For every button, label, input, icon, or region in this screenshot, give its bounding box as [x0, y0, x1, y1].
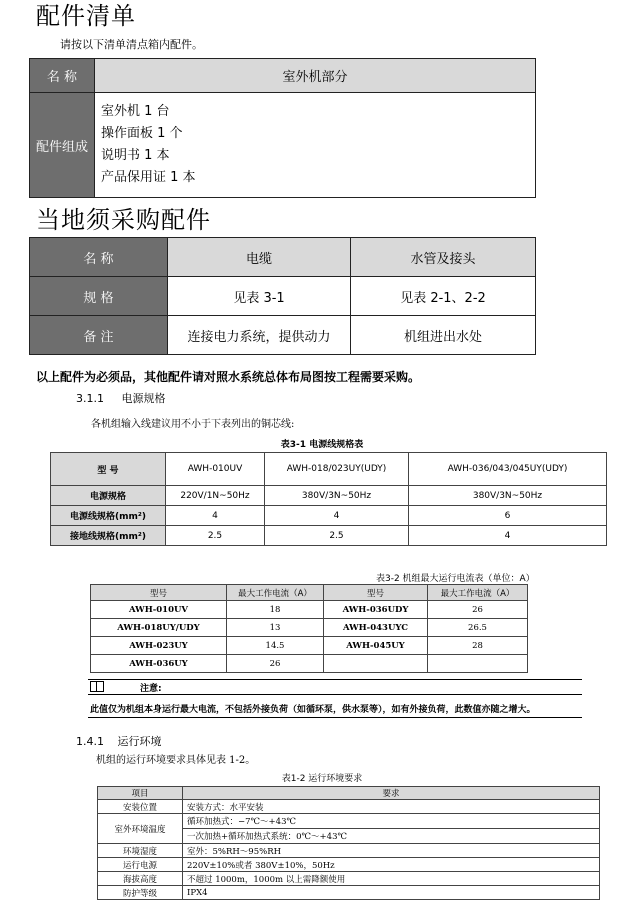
subsection-title: 运行环境 — [117, 735, 162, 748]
cell: 2.5 — [265, 526, 409, 546]
row-value: 安装方式：水平安装 — [183, 800, 600, 814]
row-label: 防护等级 — [98, 886, 183, 900]
row-label: 接地线规格(mm²) — [51, 526, 166, 546]
accessory-table — [29, 58, 536, 198]
cell: 4 — [166, 506, 265, 526]
row-label: 海拔高度 — [98, 872, 183, 886]
notice-top-rule — [88, 679, 582, 680]
model-cell — [324, 655, 428, 673]
row-label: 名 称 — [30, 238, 168, 277]
subsection-heading-environment — [76, 733, 162, 749]
model-cell: AWH-010UV — [91, 601, 227, 619]
row-label: 环境湿度 — [98, 844, 183, 858]
row-label: 规 格 — [30, 277, 168, 316]
cell: 4 — [409, 526, 607, 546]
model-cell: AWH-036UY — [91, 655, 227, 673]
cell: 6 — [409, 506, 607, 526]
environment-desc: 机组的运行环境要求具体见表 1-2。 — [96, 755, 256, 766]
subsection-number: 3.1.1 — [76, 392, 104, 405]
section-title-accessory-list: 配件清单 — [36, 2, 136, 30]
accessory-item: 产品保用证 1 本 — [101, 170, 196, 185]
power-desc: 各机组输入线建议用不小于下表列出的铜芯线: — [91, 419, 295, 430]
header-cell: AWH-036/043/045UY(UDY) — [409, 453, 607, 486]
row-value: 室外：5%RH～95%RH — [183, 844, 600, 858]
model-cell: AWH-018UY/UDY — [91, 619, 227, 637]
cell-remark-cable: 连接电力系统，提供动力 — [168, 316, 351, 355]
model-cell: AWH-036UDY — [324, 601, 428, 619]
header-cell: 型号 — [324, 585, 428, 601]
current-cell: 14.5 — [227, 637, 324, 655]
header-cell: 型号 — [91, 585, 227, 601]
notice-text: 此值仅为机组本身运行最大电流，不包括外接负荷（如循环泵，供水泵等），如有外接负荷，此数值亦随之增大。 — [90, 705, 536, 715]
row-label: 运行电源 — [98, 858, 183, 872]
cell: 380V/3N~50Hz — [265, 486, 409, 506]
subsection-number: 1.4.1 — [76, 735, 104, 748]
header-cell: 最大工作电流（A） — [227, 585, 324, 601]
cell: 2.5 — [166, 526, 265, 546]
max-current-table — [90, 584, 528, 673]
header-cell: 项目 — [98, 787, 183, 800]
col-header-name: 名 称 — [30, 59, 95, 93]
header-cell: 型 号 — [51, 453, 166, 486]
accessory-item: 操作面板 1 个 — [101, 126, 183, 141]
section-title-local-purchase: 当地须采购配件 — [36, 206, 211, 234]
row-value: 不超过 1000m，1000m 以上需降额使用 — [183, 872, 600, 886]
table-caption-3-1: 表3-1 电源线规格表 — [280, 440, 364, 450]
accessory-intro: 请按以下清单清点箱内配件。 — [60, 38, 203, 51]
model-cell: AWH-045UY — [324, 637, 428, 655]
cell: 220V/1N~50Hz — [166, 486, 265, 506]
cell-spec-pipe: 见表 2-1、2-2 — [351, 277, 536, 316]
header-cell: 最大工作电流（A） — [428, 585, 528, 601]
current-cell: 13 — [227, 619, 324, 637]
notice-label: 注意: — [140, 684, 162, 694]
cell-cable: 电缆 — [168, 238, 351, 277]
model-cell: AWH-023UY — [91, 637, 227, 655]
book-icon — [90, 681, 104, 692]
accessory-items — [95, 93, 536, 198]
row-label-composition: 配件组成 — [30, 93, 95, 198]
row-value: 220V±10%或者 380V±10%，50Hz — [183, 858, 600, 872]
cell: 380V/3N~50Hz — [409, 486, 607, 506]
purchase-note: 以上配件为必须品，其他配件请对照水系统总体布局图按工程需要采购。 — [36, 370, 421, 384]
current-cell: 26 — [428, 601, 528, 619]
row-label: 安装位置 — [98, 800, 183, 814]
header-cell: AWH-018/023UY(UDY) — [265, 453, 409, 486]
table-caption-3-2: 表3-2 机组最大运行电流表（单位：A） — [376, 574, 535, 584]
current-cell: 28 — [428, 637, 528, 655]
cell-remark-pipe: 机组进出水处 — [351, 316, 536, 355]
cell-water-pipe: 水管及接头 — [351, 238, 536, 277]
col-header-outdoor-part: 室外机部分 — [95, 59, 536, 93]
row-label: 电源规格 — [51, 486, 166, 506]
cell: 4 — [265, 506, 409, 526]
header-cell: 要求 — [183, 787, 600, 800]
subsection-title: 电源规格 — [121, 392, 166, 405]
row-value: 循环加热式：−7℃～+43℃ — [183, 814, 600, 829]
power-spec-table — [50, 452, 607, 546]
current-cell: 18 — [227, 601, 324, 619]
cell-spec-cable: 见表 3-1 — [168, 277, 351, 316]
row-label: 室外环境温度 — [98, 814, 183, 844]
row-value: IPX4 — [183, 886, 600, 900]
current-cell: 26.5 — [428, 619, 528, 637]
environment-table — [97, 786, 600, 900]
accessory-item: 室外机 1 台 — [101, 104, 170, 119]
notice-mid-rule — [88, 694, 582, 695]
row-label: 电源线规格(mm²) — [51, 506, 166, 526]
row-value: 一次加热+循环加热式系统：0℃～+43℃ — [183, 829, 600, 844]
model-cell: AWH-043UYC — [324, 619, 428, 637]
local-purchase-table — [29, 237, 536, 355]
subsection-heading-power — [76, 390, 166, 406]
accessory-item: 说明书 1 本 — [101, 148, 170, 163]
current-cell — [428, 655, 528, 673]
notice-bottom-rule — [88, 717, 582, 718]
row-label: 备 注 — [30, 316, 168, 355]
header-cell: AWH-010UV — [166, 453, 265, 486]
table-caption-1-2: 表1-2 运行环境要求 — [281, 774, 363, 784]
current-cell: 26 — [227, 655, 324, 673]
